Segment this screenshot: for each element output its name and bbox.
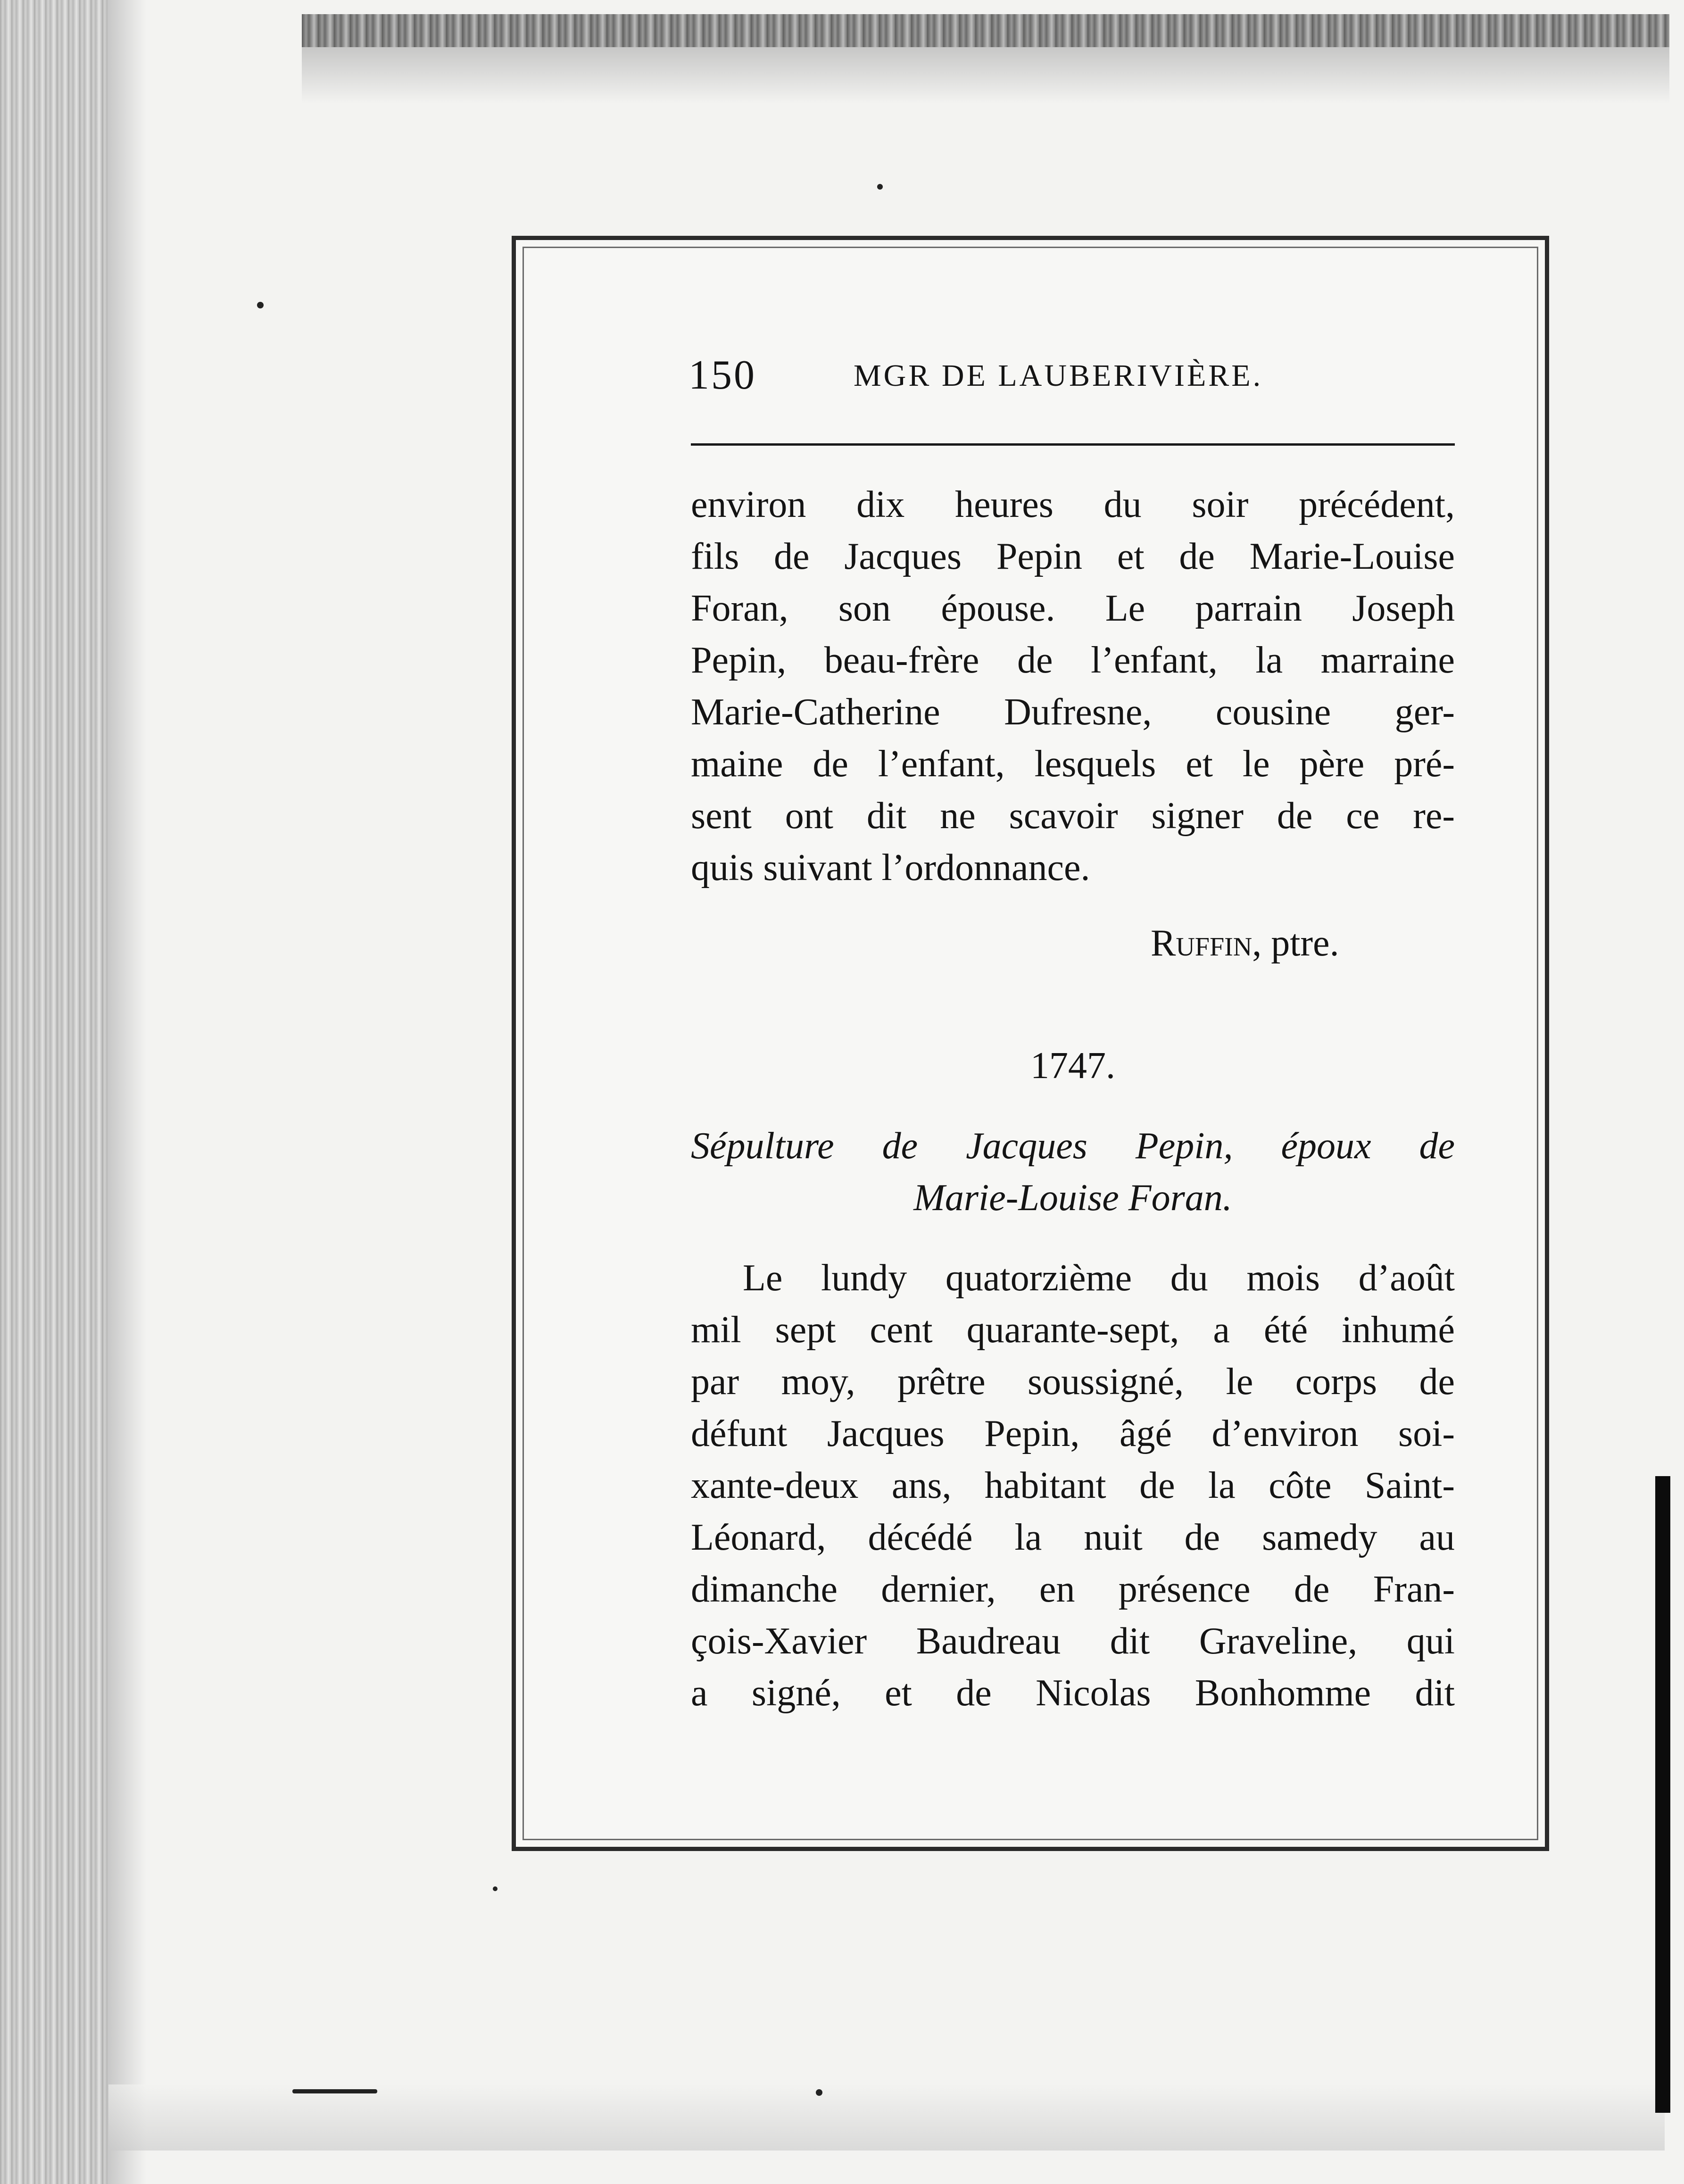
running-title: MGR DE LAUBERIVIÈRE.: [854, 358, 1263, 393]
scan-speck: [493, 1886, 498, 1891]
entry-title-line: Sépulture de Jacques Pepin, époux de: [691, 1125, 1455, 1167]
scan-speck: [877, 184, 883, 190]
scan-bottom-haze: [108, 2084, 1665, 2151]
header-rule: [691, 443, 1455, 446]
running-header: [684, 351, 1452, 399]
scan-right-bar: [1655, 1476, 1670, 2113]
scan-speck: [292, 2089, 377, 2093]
scan-speck: [257, 302, 264, 308]
signature: [1151, 917, 1339, 969]
text-line: fils de Jacques Pepin et de Marie-Louise: [691, 536, 1455, 577]
scan-speck: [816, 2089, 822, 2096]
text-line: quis suivant l’ordonnance.: [691, 847, 1090, 889]
signature-suffix: , ptre.: [1252, 922, 1339, 964]
text-line: Marie-Catherine Dufresne, cousine ger-: [691, 691, 1455, 733]
signature-name: Ruffin: [1151, 922, 1253, 964]
entry-title-line: Marie-Louise Foran.: [913, 1177, 1232, 1219]
text-line: par moy, prêtre soussigné, le corps de: [691, 1361, 1455, 1403]
text-line: maine de l’enfant, lesquels et le père pré-: [691, 743, 1455, 785]
text-line: a signé, et de Nicolas Bonhomme dit: [691, 1672, 1455, 1714]
year-heading: 1747.: [1030, 1045, 1115, 1087]
text-line: mil sept cent quarante-sept, a été inhumé: [691, 1309, 1455, 1351]
text-line: çois-Xavier Baudreau dit Graveline, qui: [691, 1620, 1455, 1662]
text-line: sent ont dit ne scavoir signer de ce re-: [691, 795, 1455, 837]
text-line: Pepin, beau-frère de l’enfant, la marraine: [691, 639, 1455, 681]
page-number: 150: [689, 352, 756, 398]
text-line: environ dix heures du soir précédent,: [691, 484, 1455, 525]
text-line: Foran, son épouse. Le parrain Joseph: [691, 588, 1455, 629]
scan-top-edge: [302, 14, 1669, 47]
text-line: Le lundy quatorzième du mois d’août: [743, 1257, 1455, 1299]
text-line: xante-deux ans, habitant de la côte Saint-: [691, 1465, 1455, 1506]
text-line: dimanche dernier, en présence de Fran-: [691, 1569, 1455, 1610]
text-line: Léonard, décédé la nuit de samedy au: [691, 1517, 1455, 1558]
text-line: défunt Jacques Pepin, âgé d’environ soi-: [691, 1413, 1455, 1454]
scan-left-edge: [0, 0, 108, 2184]
scan-top-haze: [302, 47, 1669, 104]
scan-left-shadow: [108, 0, 146, 2184]
